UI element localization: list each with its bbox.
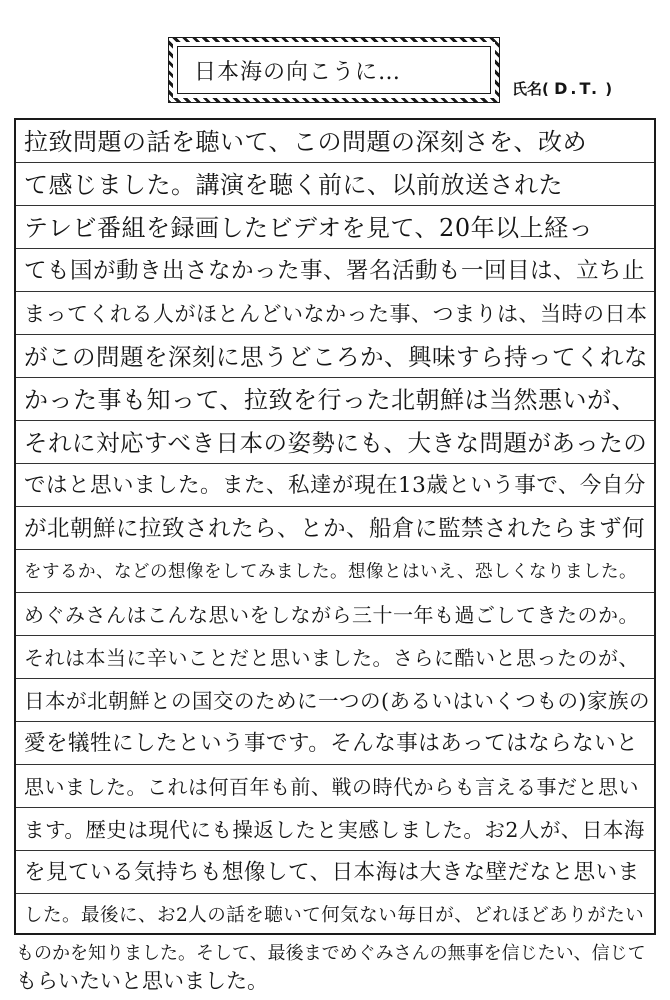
essay-line: ではと思いました。また、私達が現在13歳という事で、今自分 <box>24 473 646 498</box>
name-label: 氏名( <box>512 80 549 98</box>
essay-title: 日本海の向こうに… <box>177 46 491 94</box>
ruled-line <box>16 721 654 722</box>
essay-line: それは本当に辛いことだと思いました。さらに酷いと思ったのが、 <box>24 646 639 670</box>
ruled-line <box>16 807 654 808</box>
ruled-line <box>16 549 654 550</box>
ruled-line <box>16 162 654 163</box>
ruled-line <box>16 463 654 464</box>
ruled-line <box>16 420 654 421</box>
essay-line: ます。歴史は現代にも操返したと実感しました。お2人が、日本海 <box>24 818 645 842</box>
ruled-line <box>16 205 654 206</box>
essay-line: 拉致問題の話を聴いて、この問題の深刻さを、改め <box>24 128 588 156</box>
name-close: ) <box>605 80 613 98</box>
ruled-line <box>16 893 654 894</box>
essay-line: かった事も知って、拉致を行った北朝鮮は当然悪いが、 <box>24 386 637 414</box>
ruled-writing-area <box>14 118 656 935</box>
essay-line: した。最後に、お2人の話を聴いて何気ない毎日が、どれほどありがたい <box>24 905 645 926</box>
overflow-line: もらいたいと思いました。 <box>16 969 268 993</box>
ruled-line <box>16 377 654 378</box>
essay-line: それに対応すべき日本の姿勢にも、大きな問題があったの <box>24 429 648 457</box>
ruled-line <box>16 334 654 335</box>
ruled-line <box>16 248 654 249</box>
ruled-line <box>16 678 654 679</box>
essay-line: 愛を犠牲にしたという事です。そんな事はあってはならないと <box>24 731 639 756</box>
ruled-line <box>16 592 654 593</box>
essay-line: 思いました。これは何百年も前、戦の時代からも言える事だと思い <box>24 775 639 799</box>
essay-line: がこの問題を深刻に思うどころか、興味すら持ってくれな <box>24 343 648 371</box>
essay-line: テレビ番組を録画したビデオを見て、20年以上経っ <box>24 214 594 242</box>
overflow-line: ものかを知りました。そして、最後までめぐみさんの無事を信じたい、信じて <box>16 943 646 964</box>
ruled-line <box>16 764 654 765</box>
essay-line: を見ている気持ちも想像して、日本海は大きな壁だなと思いま <box>24 860 640 885</box>
essay-line: 日本が北朝鮮との国交のために一つの(あるいはいくつもの)家族の <box>24 689 650 713</box>
essay-line: て感じました。講演を聴く前に、以前放送された <box>24 171 563 199</box>
title-box <box>168 37 500 103</box>
essay-line: が北朝鮮に拉致されたら、とか、船倉に監禁されたらまず何 <box>24 516 646 542</box>
essay-line: ても国が動き出さなかった事、署名活動も一回目は、立ち止 <box>24 258 646 284</box>
ruled-line <box>16 291 654 292</box>
ruled-line <box>16 506 654 507</box>
ruled-line <box>16 850 654 851</box>
name-field <box>512 78 612 99</box>
essay-line: をするか、などの想像をしてみました。想像とはいえ、恐しくなりました。 <box>24 562 638 582</box>
essay-line: めぐみさんはこんな思いをしながら三十一年も過ごしてきたのか。 <box>24 603 639 627</box>
ruled-line <box>16 635 654 636</box>
name-value: D.T. <box>554 79 601 98</box>
essay-line: まってくれる人がほとんどいなかった事、つまりは、当時の日本 <box>24 302 648 326</box>
